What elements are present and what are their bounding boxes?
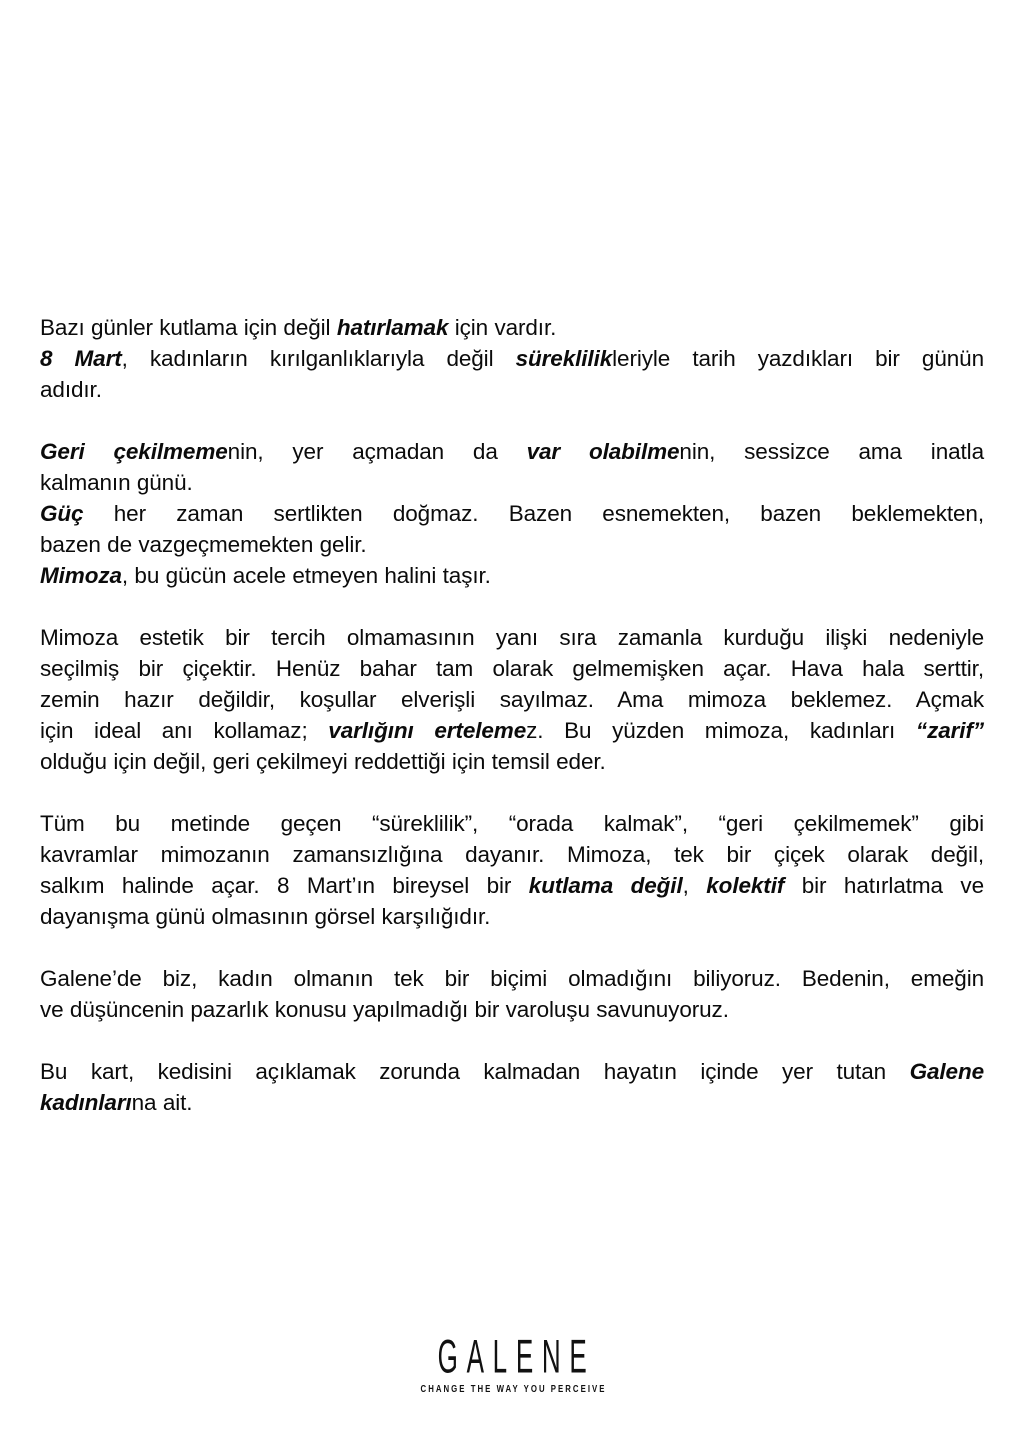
text-run: nin, yer açmadan da	[227, 439, 527, 464]
text-run: süreklilik	[515, 346, 613, 371]
brand-wordmark: GALENE	[437, 1330, 596, 1383]
text-run: z. Bu yüzden mimoza, kadınları	[526, 718, 916, 743]
text-run: bir hatırlatma ve	[784, 873, 984, 898]
brand-tagline: CHANGE THE WAY YOU PERCEIVE	[420, 1384, 606, 1395]
paragraph-2	[40, 436, 984, 591]
text-line	[40, 498, 984, 529]
text-line	[40, 901, 984, 932]
text-run: Galene’de biz, kadın olmanın tek bir biçimi olmadığını biliyoruz. Bedenin, emeğin	[40, 966, 984, 991]
text-line	[40, 715, 984, 746]
text-run: zemin hazır değildir, koşullar elverişli sayılmaz. Ama mimoza beklemez. Açmak	[40, 687, 984, 712]
text-run: için vardır.	[448, 315, 557, 340]
text-line	[40, 374, 984, 405]
text-run: dayanışma günü olmasının görsel karşılığıdır.	[40, 904, 491, 929]
text-run: var olabilme	[526, 439, 680, 464]
paragraph-4	[40, 808, 984, 932]
text-run: varlığını erteleme	[328, 718, 527, 743]
text-run: Güç	[40, 501, 84, 526]
text-line	[40, 684, 984, 715]
text-line	[40, 1087, 984, 1118]
text-run: Mimoza estetik bir tercih olmamasının yanı sıra zamanla kurduğu ilişki nedeniyle	[40, 625, 984, 650]
text-run: ve düşüncenin pazarlık konusu yapılmadığı bir varoluşu savunuyoruz.	[40, 997, 729, 1022]
text-line	[40, 994, 984, 1025]
text-run: ,	[682, 873, 707, 898]
text-run: na ait.	[131, 1090, 193, 1115]
paragraph-3	[40, 622, 984, 777]
text-line	[40, 653, 984, 684]
footer-logo	[0, 1330, 1024, 1396]
text-run: adıdır.	[40, 377, 102, 402]
text-run: nin, sessizce ama inatla	[679, 439, 984, 464]
text-run: Geri çekilmeme	[40, 439, 228, 464]
text-run: hatırlamak	[336, 315, 449, 340]
text-run: her zaman sertlikten doğmaz. Bazen esnemekten, bazen beklemekten,	[83, 501, 984, 526]
text-run: “zarif”	[915, 718, 984, 743]
text-run: olduğu için değil, geri çekilmeyi reddettiği için temsil eder.	[40, 749, 606, 774]
paragraph-1	[40, 312, 984, 405]
text-run: kadınları	[40, 1090, 132, 1115]
text-run: bazen de vazgeçmemekten gelir.	[40, 532, 367, 557]
document-body	[40, 312, 984, 1118]
text-run: için ideal anı kollamaz;	[40, 718, 329, 743]
text-line	[40, 746, 984, 777]
text-line	[40, 529, 984, 560]
text-line	[40, 622, 984, 653]
text-run: kalmanın günü.	[40, 470, 193, 495]
text-run: 8 Mart	[40, 346, 122, 371]
text-line	[40, 808, 984, 839]
text-line	[40, 1056, 984, 1087]
text-line	[40, 963, 984, 994]
text-run: Mimoza	[40, 563, 122, 588]
text-run: , bu gücün acele etmeyen halini taşır.	[121, 563, 491, 588]
text-run: salkım halinde açar. 8 Mart’ın bireysel bir	[40, 873, 529, 898]
text-run: kavramlar mimozanın zamansızlığına dayanır. Mimoza, tek bir çiçek olarak değil,	[40, 842, 984, 867]
text-line	[40, 312, 984, 343]
paragraph-6	[40, 1056, 984, 1118]
paragraph-5	[40, 963, 984, 1025]
text-line	[40, 343, 984, 374]
text-run: Bu kart, kedisini açıklamak zorunda kalmadan hayatın içinde yer tutan	[40, 1059, 910, 1084]
text-run: leriyle tarih yazdıkları bir günün	[612, 346, 984, 371]
text-line	[40, 839, 984, 870]
text-run: Bazı günler kutlama için değil	[40, 315, 337, 340]
text-line	[40, 467, 984, 498]
text-run: seçilmiş bir çiçektir. Henüz bahar tam olarak gelmemişken açar. Hava hala serttir,	[40, 656, 984, 681]
text-run: kutlama değil	[528, 873, 683, 898]
text-line	[40, 560, 984, 591]
text-line	[40, 436, 984, 467]
text-line	[40, 870, 984, 901]
text-run: Tüm bu metinde geçen “süreklilik”, “orada kalmak”, “geri çekilmemek” gibi	[40, 811, 984, 836]
text-run: , kadınların kırılganlıklarıyla değil	[121, 346, 516, 371]
text-run: kolektif	[706, 873, 785, 898]
text-run: Galene	[909, 1059, 984, 1084]
